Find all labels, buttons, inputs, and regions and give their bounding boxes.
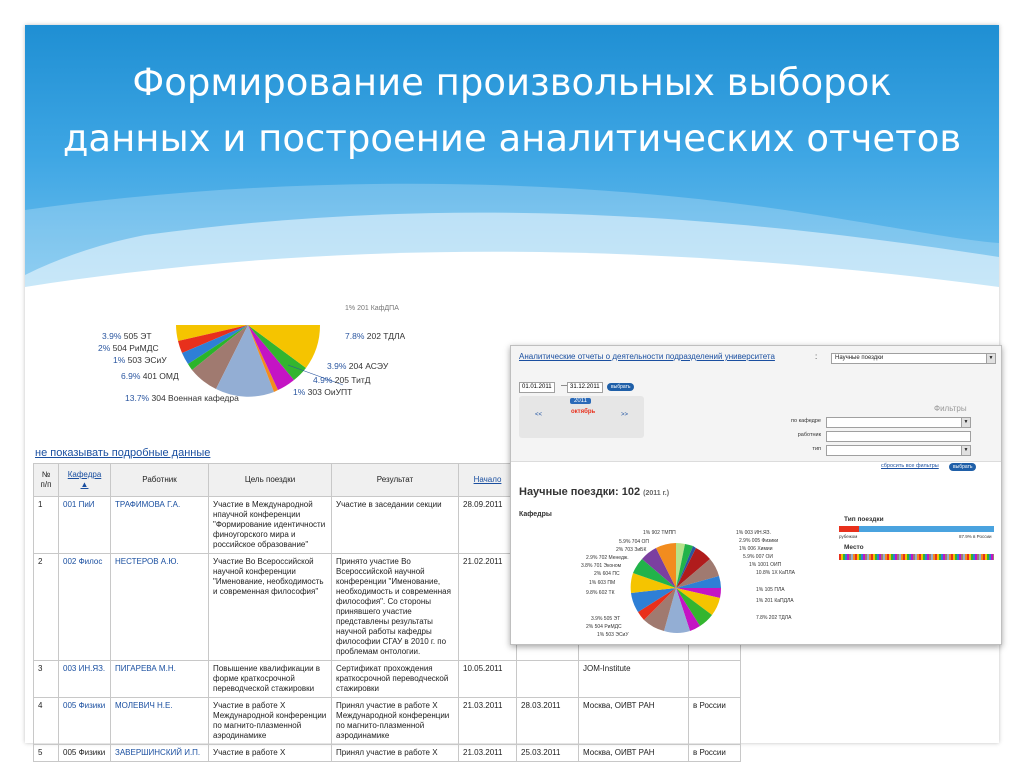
- cell-result: Принято участие Во Всероссийской научной конференции "Именование, необходимость и современная философия". Со стороны принявшего участие представлены результаты научной работы кафедры философии СГАУ в 2010 г. по проблемам онтологии.: [332, 554, 459, 661]
- report-controls-panel: [511, 346, 1001, 462]
- dept-link[interactable]: 005 Физики: [63, 701, 106, 710]
- col-worker: Работник: [111, 464, 209, 497]
- pie-label: 1% 105 ПЛА: [756, 587, 785, 593]
- chevron-down-icon: ▼: [961, 418, 970, 427]
- pie-label: 2% 504 РиМДС: [586, 624, 622, 630]
- filter-type-select[interactable]: [826, 445, 971, 456]
- filters-title: Фильтры: [934, 404, 967, 413]
- chevron-down-icon: ▼: [986, 354, 995, 363]
- cell-result: Принял участие в работе X Международной конференции по магнито-плазменной аэродинамике: [332, 698, 459, 745]
- slide: [25, 25, 999, 757]
- report-year: (2011 г.): [643, 490, 670, 497]
- apply-period-button[interactable]: выбрать: [607, 383, 634, 391]
- pie-label: 2% 703 ЗиБК: [616, 547, 647, 553]
- pie-label: 3.8% 701 Эконом: [581, 563, 622, 569]
- trip-type-legend-title: Тип поездки: [844, 516, 884, 523]
- col-result: Результат: [332, 464, 459, 497]
- pie-label: 2% 604 ПС: [594, 571, 620, 577]
- table-row: [34, 661, 741, 698]
- cell-scope: в России: [689, 745, 741, 762]
- cell-goal: Участие Во Всероссийской научной конференции "Именование, необходимость и современная философия": [209, 554, 332, 661]
- pie-label-505: 3.9% 505 ЭТ: [102, 331, 152, 341]
- report-count: 102: [621, 486, 641, 498]
- cell-goal: Участие в работе X: [209, 745, 332, 762]
- report-type-value: Научные поездки: [835, 355, 884, 361]
- cell-result: Сертификат прохождения краткосрочной переводческой стажировки: [332, 661, 459, 698]
- cell-start: 10.05.2011: [459, 661, 517, 698]
- cell-result: Участие в заседании секции: [332, 497, 459, 554]
- cell-place: JOM-Institute: [579, 661, 689, 698]
- worker-link[interactable]: ЗАВЕРШИНСКИЙ И.П.: [115, 748, 201, 757]
- filter-worker-label: работник: [797, 432, 821, 438]
- pie-label: 1% 603 ПМ: [589, 580, 616, 586]
- reports-heading-link[interactable]: Аналитические отчеты о деятельности подразделений университета: [519, 352, 775, 361]
- cell-end: [517, 661, 579, 698]
- title-line-1: Формирование произвольных выборок: [132, 61, 892, 104]
- report-type-select[interactable]: [831, 353, 996, 364]
- pie-label-201: 1% 201 КафДПА: [345, 305, 399, 312]
- report-title: Научные поездки: 102 (2011 г.): [519, 486, 670, 498]
- cell-scope: в России: [689, 698, 741, 745]
- cell-place: Москва, ОИВТ РАН: [579, 698, 689, 745]
- current-month[interactable]: октябрь: [571, 409, 596, 415]
- year-badge[interactable]: 2011: [570, 398, 591, 404]
- pie-label-205: 4.9% 205 ТитД: [313, 375, 371, 385]
- pie-label-303: 1% 303 ОиУПТ: [293, 387, 353, 397]
- slide-header: [25, 25, 999, 315]
- cell-result: Принял участие в работе X: [332, 745, 459, 762]
- pie-label: 1% 201 КаПДЛА: [756, 598, 794, 604]
- pie-label-204: 3.9% 204 АСЭУ: [327, 361, 389, 371]
- col-goal: Цель поездки: [209, 464, 332, 497]
- heading-colon: :: [815, 352, 818, 361]
- pie-label: 10.8% 1Х КаПЛА: [756, 570, 795, 576]
- cell-start: 21.03.2011: [459, 698, 517, 745]
- pie-label: 1% 503 ЭСиУ: [597, 632, 629, 638]
- cell-goal: Участие в Международной нпаучной конференции "Формирование идентичности финоугорского мира и российское образование": [209, 497, 332, 554]
- place-legend-title: Место: [844, 544, 864, 551]
- chevron-down-icon: ▼: [961, 446, 970, 455]
- russia-label: 87.9% в России: [959, 534, 992, 539]
- table-row: [34, 745, 741, 762]
- worker-link[interactable]: ТРАФИМОВА Г.А.: [115, 500, 181, 509]
- cell-num: 2: [34, 554, 59, 661]
- apply-filters-button[interactable]: выбрать: [949, 463, 976, 471]
- reset-filters-link[interactable]: сбросить все фильтры: [881, 463, 939, 469]
- pie-label: 1% 902 ТМПП: [643, 530, 676, 536]
- cell-num: 1: [34, 497, 59, 554]
- col-start[interactable]: Начало: [459, 464, 517, 497]
- filter-worker-input[interactable]: [826, 431, 971, 442]
- cell-num: 5: [34, 745, 59, 762]
- cell-end: 25.03.2011: [517, 745, 579, 762]
- filter-type-label: тип: [812, 446, 821, 452]
- table-row: [34, 698, 741, 745]
- cell-scope: [689, 661, 741, 698]
- pie-label: 3.9% 505 ЭТ: [591, 616, 621, 622]
- pie-label: 9.8% 602 ТК: [586, 590, 615, 596]
- hide-details-link[interactable]: не показывать подробные данные: [35, 447, 211, 459]
- date-separator: —: [561, 383, 567, 389]
- col-dept[interactable]: Кафедра ▲: [59, 464, 111, 497]
- dept-link[interactable]: 002 Филос: [63, 557, 103, 566]
- russia-bar: [859, 526, 994, 532]
- cell-num: 4: [34, 698, 59, 745]
- pie-label: 2.9% 005 Физики: [739, 538, 779, 544]
- date-to-input[interactable]: 31.12.2011: [567, 382, 603, 393]
- dept-link[interactable]: 001 ПиИ: [63, 500, 95, 509]
- pie-label-503: 1% 503 ЭСиУ: [113, 355, 167, 365]
- abroad-bar: [839, 526, 859, 532]
- cell-end: 28.03.2011: [517, 698, 579, 745]
- dept-link[interactable]: 003 ИН.ЯЗ.: [63, 664, 106, 673]
- pie-label: 1% 003 ИН.ЯЗ.: [736, 530, 771, 536]
- worker-link[interactable]: ПИГАРЕВА М.Н.: [115, 664, 176, 673]
- pie-label-202: 7.8% 202 ТДЛА: [345, 331, 406, 341]
- pie-label-401: 6.9% 401 ОМД: [121, 371, 179, 381]
- cell-num: 3: [34, 661, 59, 698]
- pie-label: 5.9% 007 ОИ: [743, 554, 773, 560]
- cell-goal: Участие в работе X Международной конференции по магнито-плазменной аэродинамике: [209, 698, 332, 745]
- cell-start: 21.02.2011: [459, 554, 517, 661]
- cell-start: 28.09.2011: [459, 497, 517, 554]
- worker-link[interactable]: НЕСТЕРОВ А.Ю.: [115, 557, 179, 566]
- slide-title: [25, 55, 999, 167]
- pie-label-504: 2% 504 РиМДС: [98, 343, 159, 353]
- date-from-input[interactable]: 01.01.2011: [519, 382, 555, 393]
- pie-label: 5.9% 704 ОП: [619, 539, 649, 545]
- pie-label: 7.8% 202 ТДЛА: [756, 615, 792, 621]
- pie-label-304: 13.7% 304 Военная кафедра: [125, 393, 239, 403]
- pie-label: 1% 006 Химии: [739, 546, 773, 552]
- filter-dept-label: по кафедре: [791, 418, 821, 424]
- worker-link[interactable]: МОЛЕВИЧ Н.Е.: [115, 701, 173, 710]
- place-color-strip: [839, 554, 994, 560]
- cell-dept: 005 Физики: [59, 745, 111, 762]
- filter-dept-select[interactable]: [826, 417, 971, 428]
- next-month-link[interactable]: >>: [621, 412, 629, 418]
- col-num: № п/п: [34, 464, 59, 497]
- cell-place: Москва, ОИВТ РАН: [579, 745, 689, 762]
- abroad-label: рубежом: [839, 534, 858, 539]
- cell-goal: Повышение квалификации в форме краткосрочной переводческой стажировки: [209, 661, 332, 698]
- prev-month-link[interactable]: <<: [535, 412, 543, 418]
- cell-start: 21.03.2011: [459, 745, 517, 762]
- analytics-report-screenshot: [510, 345, 1002, 645]
- pie-label: 2.9% 702 Менедж.: [586, 555, 629, 561]
- pie-label: 1% 1001 ОИП: [749, 562, 782, 568]
- title-line-2: данных и построение аналитических отчетов: [62, 117, 962, 160]
- departments-heading: Кафедры: [519, 511, 552, 518]
